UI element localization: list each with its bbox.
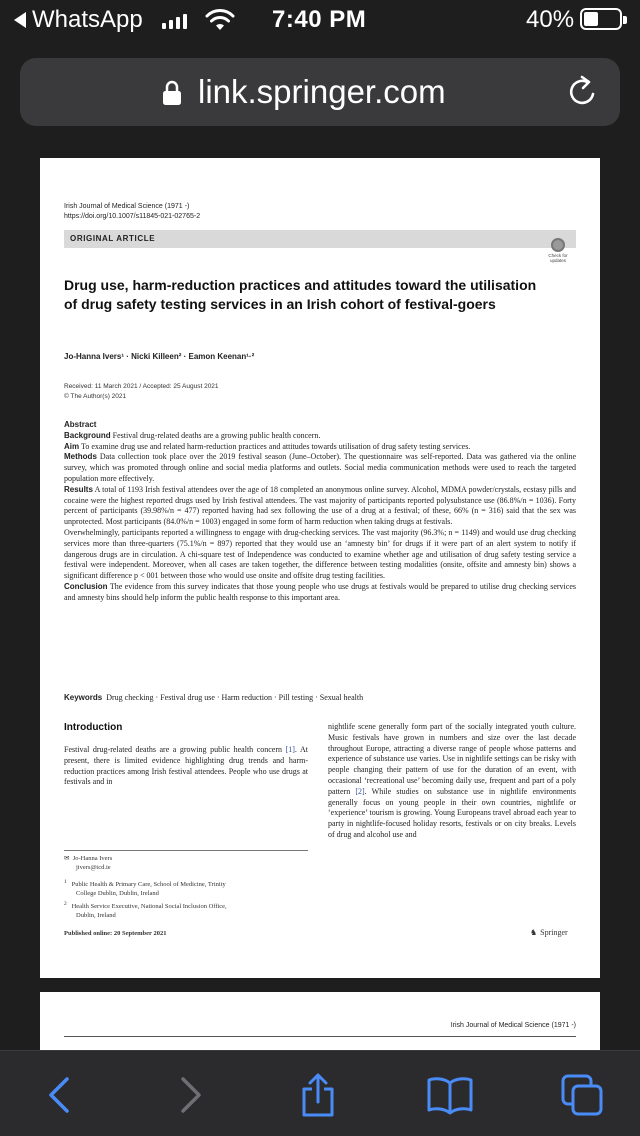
journal-name: Irish Journal of Medical Science (1971 -) — [64, 203, 190, 210]
clock-time: 7:40 PM — [272, 6, 367, 33]
abstract-aim: Aim To examine drug use and related harm-reduction practices and attitudes towards utilisation of drug safety testing services. — [64, 441, 471, 451]
section-bar — [64, 230, 576, 248]
published-online: Published online: 20 September 2021 — [64, 930, 167, 937]
tabs-icon — [560, 1073, 604, 1117]
check-updates-label: Check for updates — [548, 253, 568, 263]
back-button[interactable] — [34, 1069, 86, 1121]
copyright: © The Author(s) 2021 — [64, 393, 127, 400]
affiliations: ✉ Jo-Hanna Ivers jivers@tcd.ie $^1$ Public Health & Primary Care, School of Medicine, Trinity College Dublin, Dublin, Ireland $^2$ Health Service Executive, National Social Inclusion Office, Dublin, Ireland — [64, 850, 308, 920]
corresponding-author: ✉ Jo-Hanna Ivers — [64, 855, 113, 862]
forward-icon — [175, 1075, 205, 1115]
right-column: nightlife scene generally form part of the socially integrated youth culture. Music festivals have grown in numbers and size over the last decade throughout Europe, attracting a diverse range of people whose patterns and experience of substance use varies. Use in nightlife settings can be risky with people changing their pattern of use for the duration of an event, with occasional ‘recreational use’ becoming daily use, frequent and part of a poly pattern [2]. While studies on substance use in nightlife environments generally focus on young people in their own countries, nightlife or ‘experience’ tourism is growing. Young Europeans travel abroad each year to party in nightlife-focused holiday resorts, festivals or on city breaks. Levels of drug and alcohol use and — [328, 722, 576, 839]
article-title: Drug use, harm-reduction practices and attitudes toward the utilisation of drug safety testing services in an Irish cohort of festival-goers — [64, 277, 537, 312]
abstract-results-2: Overwhelmingly, participants reported a willingness to engage with drug-checking services. The vast majority (96.3%; n = 1149) and would use drug checking services more than three-quarters (75.1%/n = 897) reported that they would use an ‘amnesty bin’ for drugs if it were part of an alert system to notify if dangerous drugs are in circulation. A chi-square test of Independence was conducted to examine whether age and utilisation of drug safety testing service a festival were independent. Moreover, when all cases are taken together, the difference between testing modalities (onsite, offsite and amnesty bin) shows a significant difference p < 001 between those who would use onsite and offsite drug testing facilities. — [64, 527, 576, 581]
left-column — [64, 722, 308, 788]
abstract-results: Results A total of 1193 Irish festival attendees over the age of 18 completed an anonymous online survey. Alcohol, MDMA powder/crystals, ecstasy pills and cocaine were the highest reported drugs used by Irish festival attendees. The vast majority of participants reported polysubstance use (86.8%/n = 1036). Forty percent of participants (39.98%/n = 477) reported having had sex following the use of a drug at a festival; of these, 66% (n = 316) said that the sex was unprotected. Most participants (84.0%/n = 1003) engaged in some form of harm reduction when taking drugs at festivals. — [64, 484, 577, 527]
springer-horse-icon: ♞ — [530, 928, 538, 937]
bookmarks-button[interactable] — [424, 1069, 476, 1121]
browser-toolbar — [0, 1050, 640, 1136]
affiliation-2: $^2$ Health Service Executive, National Social Inclusion Office, — [64, 901, 227, 911]
cellular-signal-icon — [162, 12, 187, 29]
abstract-conclusion: Conclusion The evidence from this survey indicates that those young people who use drugs at festivals would be prepared to utilise drug checking services and amnesty bins should help inform the public health response to this important area. — [64, 581, 576, 602]
back-icon — [45, 1075, 75, 1115]
section-label: ORIGINAL ARTICLE — [70, 234, 156, 243]
back-to-app-link[interactable] — [14, 7, 143, 33]
citation-link[interactable]: [1] — [285, 745, 295, 754]
citation-link[interactable]: [2] — [355, 786, 365, 796]
abstract-heading: Abstract — [64, 420, 97, 429]
author-email[interactable]: jivers@tcd.ie — [76, 863, 111, 871]
battery-icon — [580, 8, 622, 30]
check-for-updates-badge[interactable] — [546, 238, 570, 266]
doi-link[interactable]: https://doi.org/10.1007/s11845-021-02765-2 — [64, 213, 201, 220]
abstract-background: Background Festival drug-related deaths are a growing public health concern. — [64, 430, 321, 440]
address-bar[interactable] — [20, 58, 620, 126]
url-text: link.springer.com — [198, 73, 446, 110]
received-accepted: Received: 11 March 2021 / Accepted: 25 August 2021 — [64, 383, 219, 390]
keywords: Keywords Drug checking · Festival drug use · Harm reduction · Pill testing · Sexual health — [64, 693, 364, 702]
battery-percent: 40% — [526, 6, 575, 33]
status-bar — [0, 0, 640, 40]
pdf-viewer[interactable] — [0, 150, 640, 1050]
pdf-page-1 — [40, 158, 600, 978]
tabs-button[interactable] — [556, 1069, 608, 1121]
lock-icon — [162, 80, 182, 106]
back-app-label: WhatsApp — [32, 6, 143, 33]
bookmarks-icon — [426, 1075, 474, 1115]
battery-fill — [584, 12, 598, 26]
abstract-methods: Methods Data collection took place over the 2019 festival season (June–October). The questionnaire was self-reported. Data was gathered via the online survey, which was promoted through online and social media platforms and outlets. Social media communication methods were used to reach the targeted population more effectively. — [64, 452, 577, 483]
reload-icon[interactable] — [566, 74, 600, 110]
introduction-heading: Introduction — [64, 722, 123, 733]
publisher-logo: ♞ Springer — [530, 928, 568, 937]
affiliation-1: $^1$ Public Health & Primary Care, School of Medicine, Trinity — [64, 879, 226, 889]
pdf-page-2 — [40, 992, 600, 1050]
forward-button[interactable] — [164, 1069, 216, 1121]
article-authors: Jo-Hanna Ivers¹ · Nicki Killeen² · Eamon Keenan¹·² — [64, 352, 255, 361]
page2-journal-header: Irish Journal of Medical Science (1971 -) — [450, 1022, 576, 1029]
share-button[interactable] — [292, 1069, 344, 1121]
browser-address-area — [0, 40, 640, 150]
article-dates — [64, 382, 464, 402]
introduction-text: Festival drug-related deaths are a growing public health concern [1]. At present, there is limited evidence highlighting drug trends and harm-reduction practices among Irish festival attendees. People who use drugs at festivals and in — [64, 745, 309, 787]
share-icon — [300, 1072, 336, 1118]
abstract — [64, 420, 576, 604]
check-updates-icon — [551, 238, 565, 252]
wifi-icon — [204, 8, 236, 32]
back-triangle-icon — [14, 12, 26, 28]
